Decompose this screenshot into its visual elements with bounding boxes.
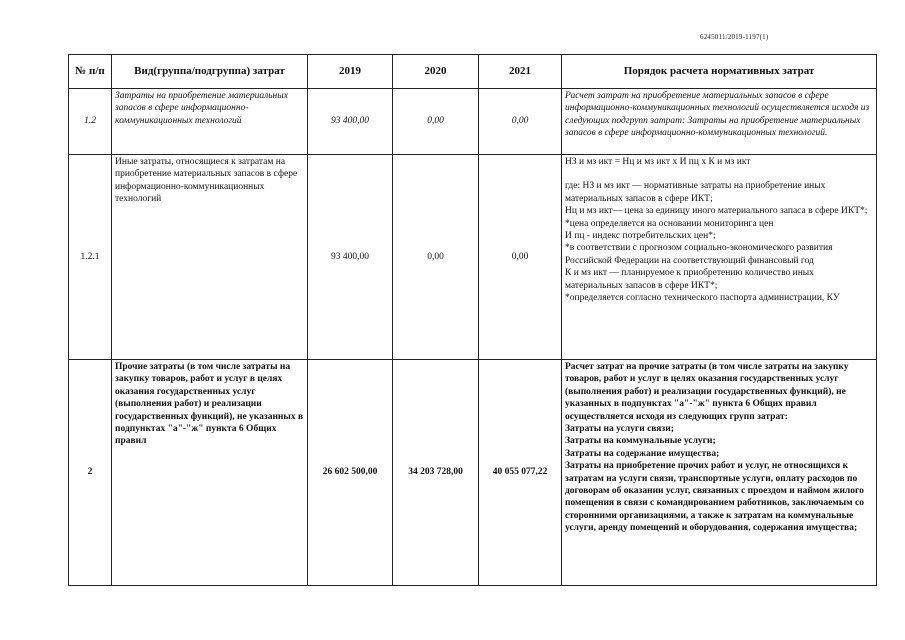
table-header-row <box>69 55 877 89</box>
document-id: 6245011/2019-1197(1) <box>700 33 769 41</box>
method-line: Затраты на коммунальные услуги; <box>565 436 716 447</box>
table-row <box>69 155 877 360</box>
header-2021: 2021 <box>479 55 562 89</box>
method-line: Затраты на услуги связи; <box>565 424 674 435</box>
row-2019: 93 400,00 <box>308 89 393 155</box>
method-line: К и мз икт — планируемое к приобретению количество иных материальных запасов в сфере ИКТ*; <box>565 268 814 291</box>
row-type: Прочие затраты (в том числе затраты на закупку товаров, работ и услуг в целях оказания государственных услуг (выполнения работ) и реализации государственных функций), не указанных в подпунктах "а"-"ж" пункта 6 Общих правил <box>112 360 308 586</box>
method-line: *определяется согласно технического паспорта администрации, КУ <box>565 293 840 304</box>
row-num: 2 <box>69 360 112 586</box>
cost-table <box>68 54 877 586</box>
row-method <box>562 155 877 360</box>
row-2020: 0,00 <box>393 89 479 155</box>
method-line: Нц и мз икт— цена за единицу иного материального запаса в сфере ИКТ*; <box>565 206 868 217</box>
method-line: И пц - индекс потребительских цен*; <box>565 231 716 242</box>
method-line: Затраты на содержание имущества; <box>565 448 720 459</box>
row-num: 1.2 <box>69 89 112 155</box>
row-2020: 0,00 <box>393 155 479 360</box>
row-2020: 34 203 728,00 <box>393 360 479 586</box>
formula-line: НЗ и мз икт = Нц и мз икт х И пц х К и мз икт <box>565 157 751 167</box>
method-line: *цена определяется на основании мониторинга цен <box>565 218 774 229</box>
spacer <box>565 168 873 180</box>
header-num: № п/п <box>69 55 112 89</box>
method-line: где: НЗ и мз икт — нормативные затраты на приобретение иных материальных запасов в сфере ИКТ; <box>565 181 826 204</box>
header-2020: 2020 <box>393 55 479 89</box>
row-2021: 0,00 <box>479 155 562 360</box>
row-2021: 40 055 077,22 <box>479 360 562 586</box>
table-row <box>69 360 877 586</box>
row-method <box>562 360 877 586</box>
method-line: Расчет затрат на прочие затраты (в том числе затраты на закупку товаров, работ и услуг в целях оказания государственных услуг (выполнения работ) и реализации государственных функций), не указанных в подпунктах "а"-"ж" пункта 6 Общих правил осуществляется исходя из следующих групп затрат: <box>565 362 849 422</box>
row-2019: 93 400,00 <box>308 155 393 360</box>
row-type: Иные затраты, относящиеся к затратам на приобретение материальных запасов в сфере информационно-коммуникационных технологий <box>112 155 308 360</box>
method-line: Затраты на приобретение прочих работ и услуг, не относящихся к затратам на услуги связи, транспортные услуги, оплату расходов по договорам об оказании услуг, связанных с проездом и наймом жилого помещения в связи с командированием работников, заключаемым со сторонними организациями, а также к затратам на коммунальные услуги, аренду помещений и оборудования, содержания имущества; <box>565 461 864 534</box>
row-2021: 0,00 <box>479 89 562 155</box>
method-line: *в соответствии с прогнозом социально-экономического развития Российской Федерации на соответствующий финансовый год <box>565 243 833 266</box>
row-method: Расчет затрат на приобретение материальных запасов в сфере информационно-коммуникационных технологий осуществляется исходя из следующих подгрупп затрат: Затраты на приобретение материальных запасов в сфере информационно-коммуникационных технологий. <box>562 89 877 155</box>
row-2019: 26 602 500,00 <box>308 360 393 586</box>
header-2019: 2019 <box>308 55 393 89</box>
row-num: 1.2.1 <box>69 155 112 360</box>
header-method: Порядок расчета нормативных затрат <box>562 55 877 89</box>
row-type: Затраты на приобретение материальных запасов в сфере информационно-коммуникационных технологий <box>112 89 308 155</box>
header-type: Вид(группа/подгруппа) затрат <box>112 55 308 89</box>
table-row <box>69 89 877 155</box>
